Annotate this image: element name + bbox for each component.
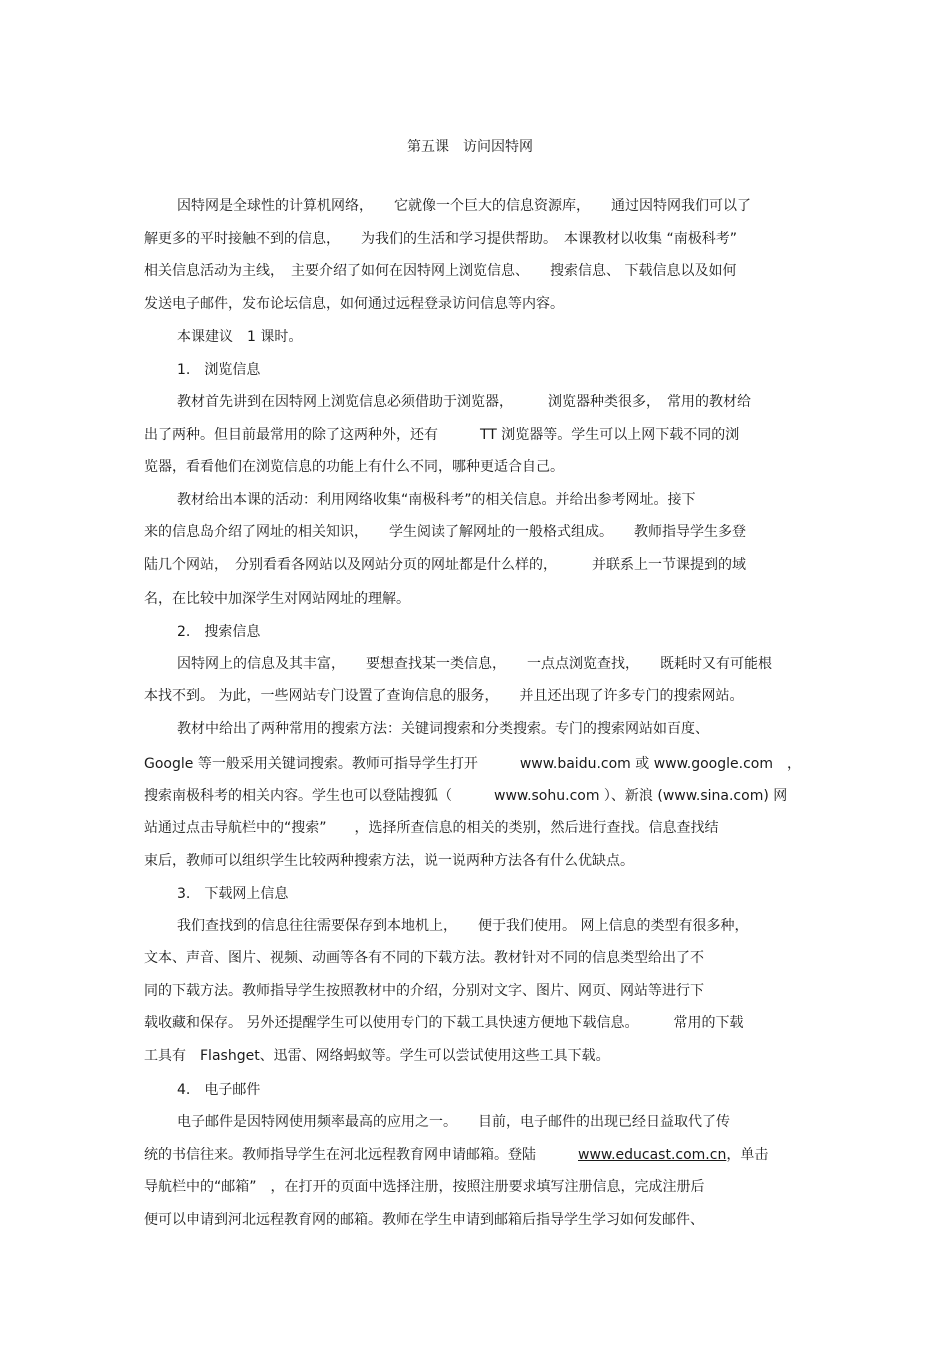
paragraph-line: 文本、声音、图片、视频、动画等各有不同的下载方法。教材针对不同的信息类型给出了不 bbox=[144, 950, 704, 966]
paragraph-line: 工具有 Flashget、迅雷、网络蚂蚁等。学生可以尝试使用这些工具下载。 bbox=[144, 1048, 610, 1064]
line-text: ，单击 bbox=[726, 1147, 769, 1163]
paragraph-line: 我们查找到的信息往往需要保存到本地机上， 便于我们使用。 网上信息的类型有很多种， bbox=[177, 918, 749, 934]
paragraph-line: 载收藏和保存。 另外还提醒学生可以使用专门的下载工具快速方便地下载信息。 常用的下载 bbox=[144, 1015, 744, 1031]
paragraph-line: 教材首先讲到在因特网上浏览信息必须借助于浏览器， 浏览器种类很多， 常用的教材给 bbox=[177, 394, 751, 410]
paragraph-line: 搜索南极科考的相关内容。学生也可以登陆搜狐（ www.sohu.com ）、新浪 (www.sina.com) 网 bbox=[144, 788, 788, 804]
paragraph-line: 导航栏中的“邮箱” ，在打开的页面中选择注册，按照注册要求填写注册信息，完成注册后 bbox=[144, 1179, 705, 1195]
line-text: 统的书信往来。教师指导学生在河北远程教育网申请邮箱。登陆 bbox=[144, 1147, 578, 1163]
paragraph-line: 相关信息活动为主线， 主要介绍了如何在因特网上浏览信息、 搜索信息、 下载信息以及如何 bbox=[144, 263, 737, 279]
section-heading: 1. 浏览信息 bbox=[177, 362, 261, 378]
section-heading: 3. 下载网上信息 bbox=[177, 886, 289, 902]
paragraph-line: 因特网上的信息及其丰富， 要想查找某一类信息， 一点点浏览查找， 既耗时又有可能根 bbox=[177, 656, 772, 672]
paragraph-line: Google 等一般采用关键词搜索。教师可指导学生打开 www.baidu.com 或 www.google.com ， bbox=[144, 756, 801, 772]
paragraph-line: 解更多的平时接触不到的信息， 为我们的生活和学习提供帮助。 本课教材以收集 “南极科考” bbox=[144, 231, 737, 247]
paragraph-line: 同的下载方法。教师指导学生按照教材中的介绍，分别对文字、图片、网页、网站等进行下 bbox=[144, 983, 704, 999]
paragraph-line: 因特网是全球性的计算机网络， 它就像一个巨大的信息资源库， 通过因特网我们可以了 bbox=[177, 198, 751, 214]
paragraph-line: 本找不到。 为此，一些网站专门设置了查询信息的服务， 并且还出现了许多专门的搜索网站。 bbox=[144, 688, 744, 704]
paragraph-line: 站通过点击导航栏中的“搜索” ，选择所查信息的相关的类别，然后进行查找。信息查找结 bbox=[144, 820, 719, 836]
paragraph-line: 电子邮件是因特网使用频率最高的应用之一。 目前，电子邮件的出现已经日益取代了传 bbox=[177, 1114, 730, 1130]
paragraph-line: 来的信息岛介绍了网址的相关知识， 学生阅读了解网址的一般格式组成。 教师指导学生多登 bbox=[144, 524, 746, 540]
section-heading: 2. 搜索信息 bbox=[177, 624, 261, 640]
paragraph-line: 便可以申请到河北远程教育网的邮箱。教师在学生申请到邮箱后指导学生学习如何发邮件、 bbox=[144, 1212, 704, 1228]
paragraph-line: 名，在比较中加深学生对网站网址的理解。 bbox=[144, 591, 410, 607]
section-heading: 4. 电子邮件 bbox=[177, 1082, 261, 1098]
paragraph-line bbox=[144, 1145, 768, 1165]
paragraph-line: 览器，看看他们在浏览信息的功能上有什么不同，哪种更适合自己。 bbox=[144, 459, 564, 475]
educast-link[interactable]: www.educast.com.cn bbox=[578, 1147, 727, 1163]
paragraph-line: 出了两种。但目前最常用的除了这两种外，还有 TT 浏览器等。学生可以上网下载不同的浏 bbox=[144, 427, 740, 443]
lesson-title: 第五课 访问因特网 bbox=[407, 139, 533, 155]
paragraph-line: 本课建议 1 课时。 bbox=[177, 329, 303, 345]
paragraph-line: 束后，教师可以组织学生比较两种搜索方法，说一说两种方法各有什么优缺点。 bbox=[144, 853, 634, 869]
paragraph-line: 教材给出本课的活动：利用网络收集“南极科考”的相关信息。并给出参考网址。接下 bbox=[177, 492, 696, 508]
paragraph-line: 陆几个网站， 分别看看各网站以及网站分页的网址都是什么样的， 并联系上一节课提到的域 bbox=[144, 557, 746, 573]
paragraph-line: 教材中给出了两种常用的搜索方法：关键词搜索和分类搜索。专门的搜索网站如百度、 bbox=[177, 721, 709, 737]
paragraph-line: 发送电子邮件，发布论坛信息，如何通过远程登录访问信息等内容。 bbox=[144, 296, 564, 312]
